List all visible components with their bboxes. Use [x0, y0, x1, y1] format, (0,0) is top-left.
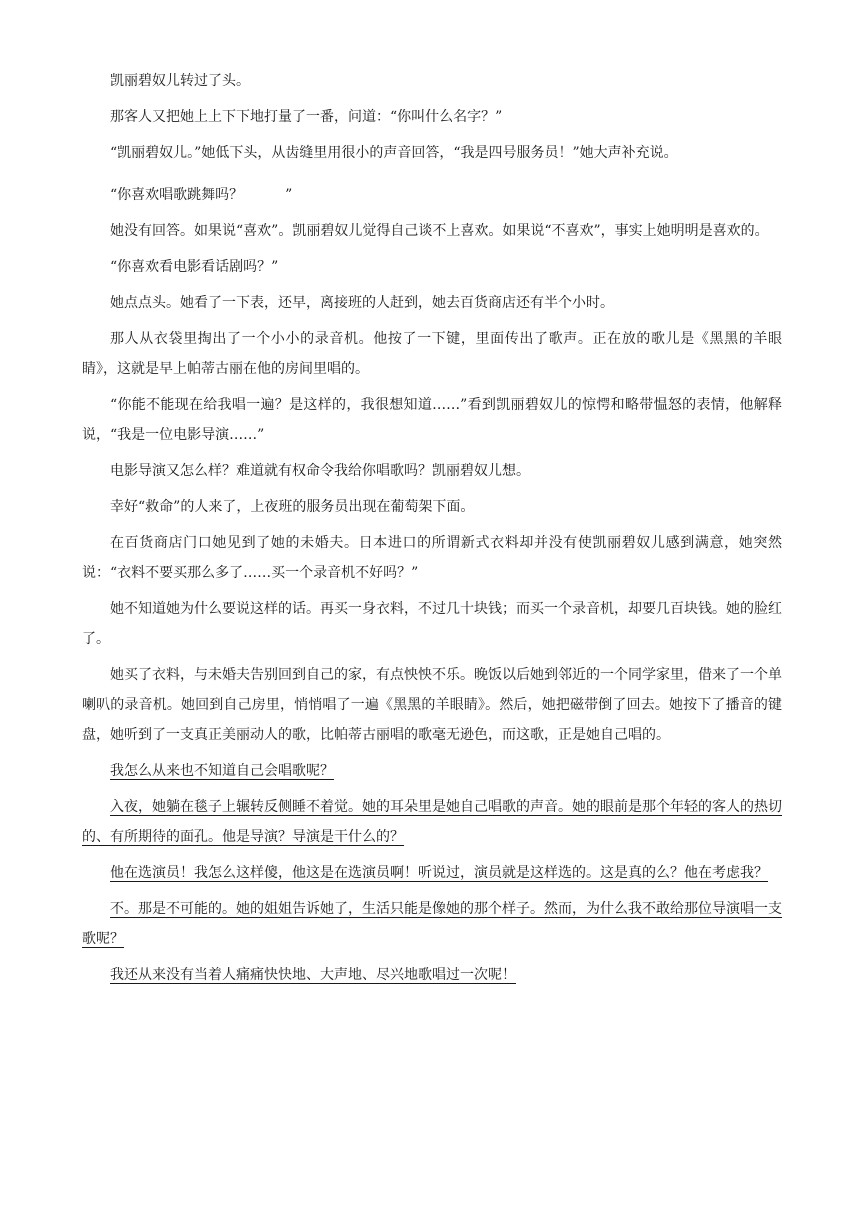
- paragraph-1: 凯丽碧奴儿转过了头。: [110, 73, 250, 89]
- paragraph-5: 她没有回答。如果说“喜欢”。凯丽碧奴儿觉得自己谈不上喜欢。如果说“不喜欢”，事实上她明明是喜欢的。: [110, 223, 769, 239]
- paragraph-10: 电影导演又怎么样？难道就有权命令我给你唱歌吗？凯丽碧奴儿想。: [110, 463, 530, 479]
- underlined-paragraph-17: 他在选演员！我怎么这样傻，他这是在选演员啊！听说过，演员就是这样选的。这是真的么？他在考虑我？: [110, 865, 768, 881]
- paragraph-13: 她不知道她为什么要说这样的话。再买一身衣料，不过几十块钱；而买一个录音机，却要几百块钱。她的脸红了。: [82, 601, 782, 647]
- underlined-paragraph-19: 我还从来没有当着人痛痛快快地、大声地、尽兴地歌唱过一次呢！: [110, 967, 516, 983]
- paragraph-7: 她点点头。她看了一下表，还早，离接班的人赶到，她去百货商店还有半个小时。: [110, 295, 614, 311]
- paragraph-8: 那人从衣袋里掏出了一个小小的录音机。他按了一下键，里面传出了歌声。正在放的歌儿是《黑黑的羊眼睛》，这就是早上帕蒂古丽在他的房间里唱的。: [82, 331, 782, 377]
- underlined-paragraph-15: 我怎么从来也不知道自己会唱歌呢？: [110, 763, 334, 779]
- paragraph-11: 幸好“救命”的人来了，上夜班的服务员出现在葡萄架下面。: [110, 499, 475, 515]
- paragraph-3: “凯丽碧奴儿。”她低下头，从齿缝里用很小的声音回答，“我是四号服务员！”她大声补充说。: [110, 145, 678, 161]
- paragraph-14: 她买了衣料，与未婚夫告别回到自己的家，有点怏怏不乐。晚饭以后她到邻近的一个同学家里，借来了一个单喇叭的录音机。她回到自己房里，悄悄唱了一遍《黑黑的羊眼睛》。然后，她把磁带倒了回去。她按下了播音的键盘，她听到了一支真正美丽动人的歌，比帕蒂古丽唱的歌毫无逊色，而这歌，正是她自己唱的。: [82, 667, 782, 743]
- paragraph-2: 那客人又把她上上下下地打量了一番，问道：“你叫什么名字？”: [110, 109, 503, 125]
- article-body: [82, 66, 782, 996]
- paragraph-4: “你喜欢唱歌跳舞吗？ ”: [110, 187, 293, 203]
- paragraph-6: “你喜欢看电影看话剧吗？”: [110, 259, 279, 275]
- underlined-paragraph-18: 不。那是不可能的。她的姐姐告诉她了，生活只能是像她的那个样子。然而，为什么我不敢给那位导演唱一支歌呢？: [82, 901, 782, 947]
- underlined-paragraph-16: 入夜，她躺在毯子上辗转反侧睡不着觉。她的耳朵里是她自己唱歌的声音。她的眼前是那个年轻的客人的热切的、有所期待的面孔。他是导演？导演是干什么的？: [82, 799, 782, 845]
- paragraph-12: 在百货商店门口她见到了她的未婚夫。日本进口的所谓新式衣料却并没有使凯丽碧奴儿感到满意，她突然说：“衣料不要买那么多了……买一个录音机不好吗？”: [82, 535, 782, 581]
- paragraph-9: “你能不能现在给我唱一遍？是这样的，我很想知道……”看到凯丽碧奴儿的惊愕和略带愠怒的表情，他解释说，“我是一位电影导演……”: [82, 397, 782, 443]
